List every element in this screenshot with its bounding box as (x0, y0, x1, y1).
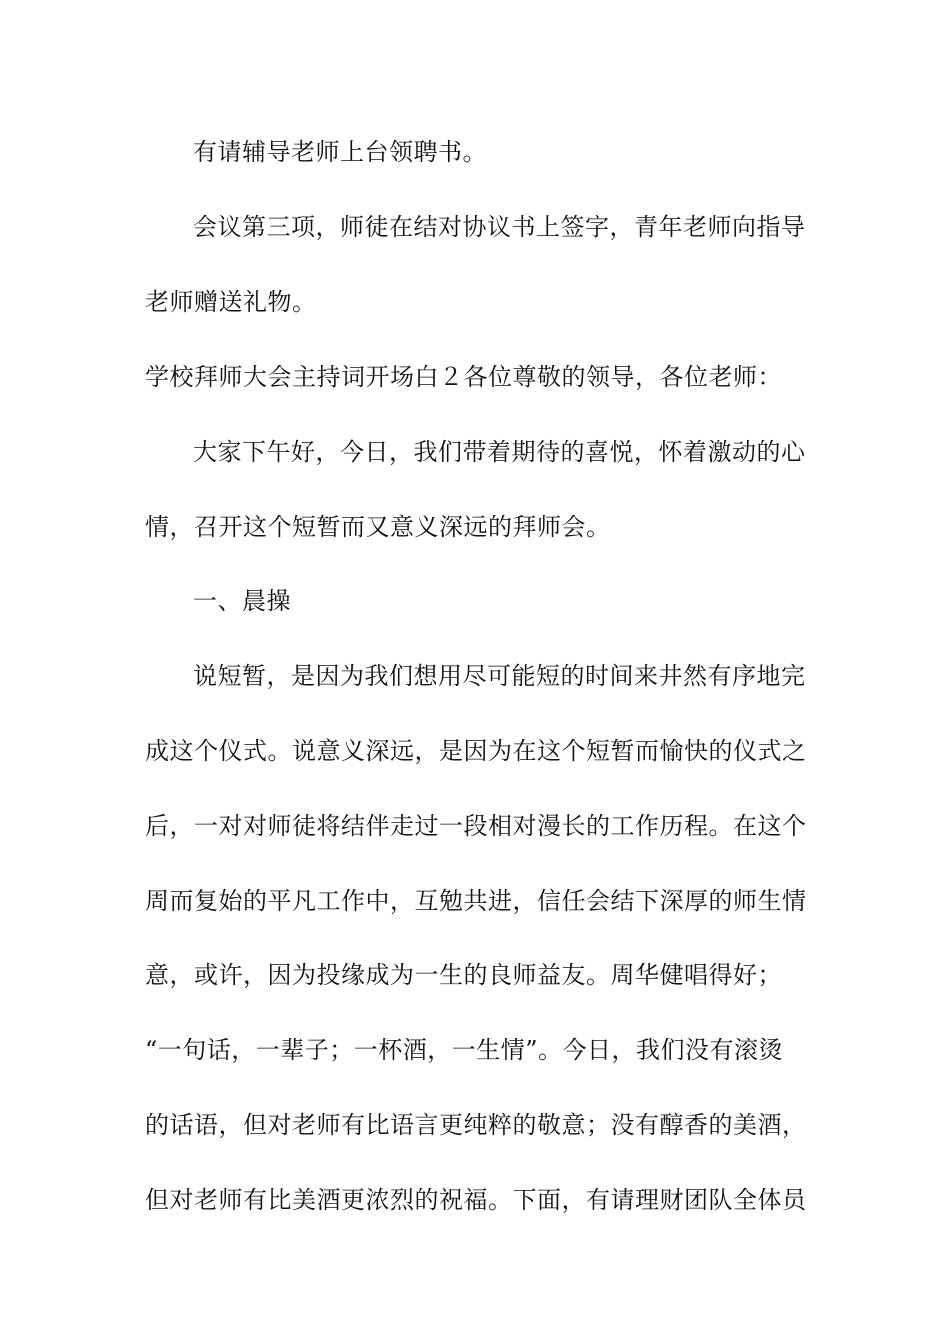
paragraph-line: 但对老师有比美酒更浓烈的祝福。下面，有请理财团队全体员 (145, 1186, 807, 1214)
paragraph-line: 老师赠送礼物。 (145, 288, 317, 316)
paragraph-line: 有请辅导老师上台领聘书。 (193, 138, 487, 166)
paragraph-line: “一句话，一辈子；一杯酒，一生情”。今日，我们没有滚烫 (145, 1036, 784, 1064)
paragraph-line: 大家下午好，今日，我们带着期待的喜悦，怀着激动的心 (193, 438, 806, 466)
paragraph-line: 后，一对对师徒将结伴走过一段相对漫长的工作历程。在这个 (145, 812, 807, 840)
paragraph-line: 的话语，但对老师有比语言更纯粹的敬意；没有醇香的美酒， (145, 1111, 807, 1139)
paragraph-line: 会议第三项，师徒在结对协议书上签字，青年老师向指导 (193, 213, 806, 241)
paragraph-line: 周而复始的平凡工作中，互勉共进，信任会结下深厚的师生情 (145, 887, 807, 915)
paragraph-line: 说短暂，是因为我们想用尽可能短的时间来井然有序地完 (193, 662, 806, 690)
list-heading: 一、晨操 (193, 587, 291, 615)
section-heading-line: 学校拜师大会主持词开场白２各位尊敬的领导，各位老师： (145, 363, 782, 391)
paragraph-line: 成这个仪式。说意义深远，是因为在这个短暂而愉快的仪式之 (145, 737, 807, 765)
paragraph-line: 情，召开这个短暂而又意义深远的拜师会。 (145, 513, 611, 541)
paragraph-line: 意，或许，因为投缘成为一生的良师益友。周华健唱得好； (145, 961, 782, 989)
